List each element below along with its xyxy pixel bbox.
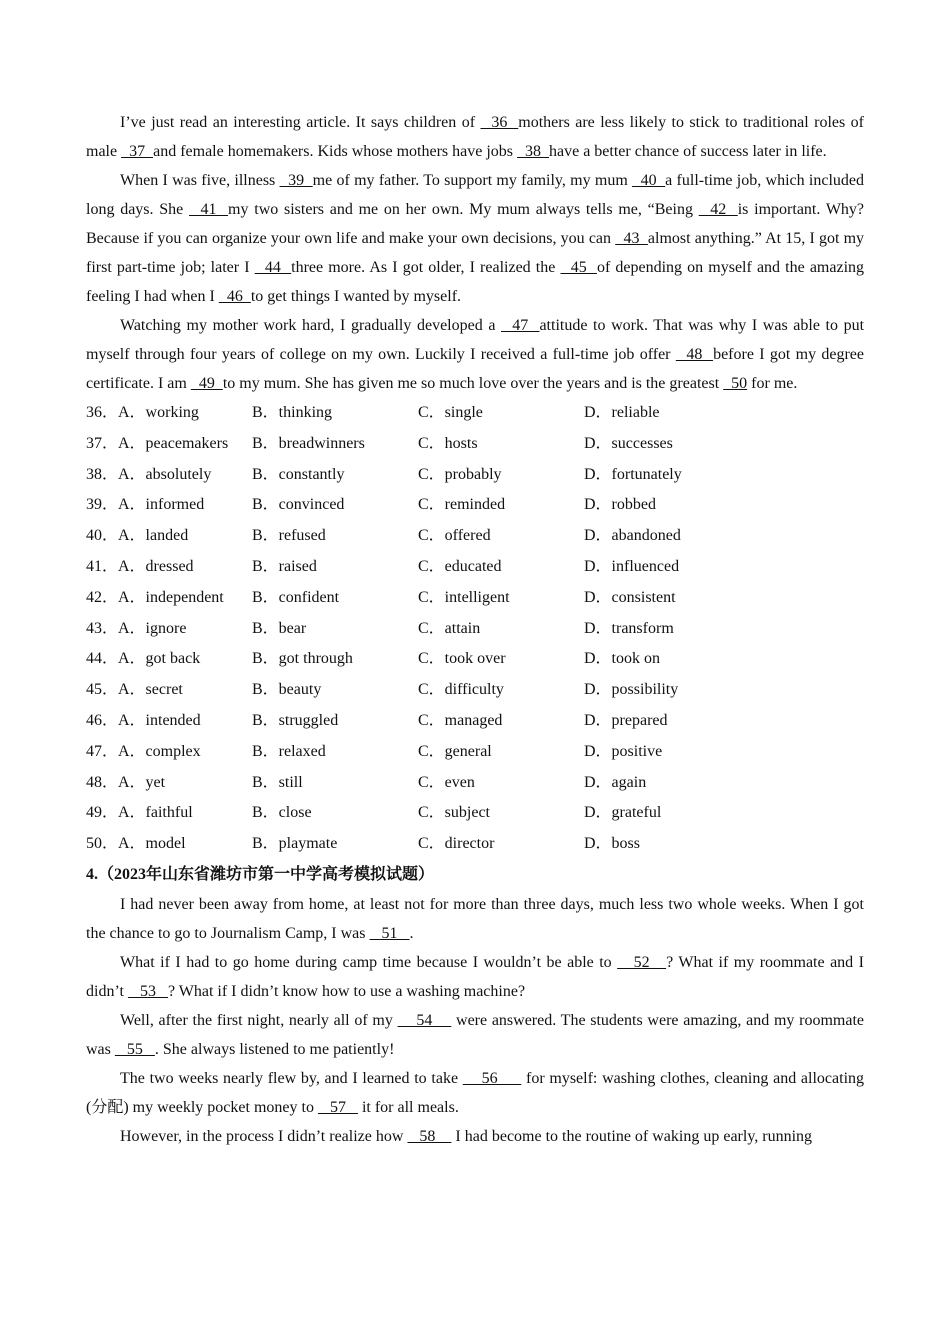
option-d: D．grateful (584, 804, 662, 822)
option-b: B．struggled (252, 711, 339, 729)
option-c: C．attain (418, 619, 481, 637)
question-number: 43． (86, 619, 119, 637)
blank: 47 (501, 317, 540, 334)
option-c: C．educated (418, 557, 502, 575)
option-c: C．managed (418, 711, 503, 729)
option-row (86, 644, 864, 675)
text-run: I had never been away from home, at least not for more than three days, much less two whole weeks. When I got the chance to go to Journalism Camp, I was (86, 895, 864, 942)
option-a: A．complex (118, 742, 201, 760)
text-run: before I got my degree certificate. I am (86, 346, 865, 392)
text-run: to my mum. She has given me so much love over the years and is the greatest (222, 375, 724, 392)
option-c: C．probably (418, 465, 502, 483)
option-d: D．transform (584, 619, 674, 637)
option-row (86, 675, 864, 706)
passage-question-4 (86, 890, 864, 1151)
text-run: I’ve just read an interesting article. It says children of (120, 114, 481, 131)
text-run: Well, after the first night, nearly all of my (120, 1011, 398, 1029)
blank: 51 (369, 924, 410, 942)
option-row (86, 460, 864, 491)
question-number: 45． (86, 681, 119, 699)
text-run: However, in the process I didn’t realize how (120, 1127, 408, 1145)
question-number: 41． (86, 557, 119, 575)
blank: 48 (675, 346, 714, 363)
text-run: a full-time job, which included long days. She (86, 172, 865, 218)
blank: 39 (279, 172, 313, 189)
question-4-heading: 4.（2023年山东省潍坊市第一中学高考模拟试题） (86, 865, 435, 883)
option-b: B．relaxed (252, 742, 326, 760)
blank: 42 (698, 201, 738, 218)
question-number: 47． (86, 742, 119, 760)
option-d: D．influenced (584, 557, 680, 575)
option-a: A．peacemakers (118, 434, 229, 452)
option-row (86, 398, 864, 429)
option-b: B．confident (252, 588, 340, 606)
blank: 49 (190, 375, 223, 392)
paragraph (86, 1122, 864, 1151)
option-d: D．reliable (584, 404, 660, 421)
option-row (86, 614, 864, 645)
blank: 44 (254, 259, 292, 276)
option-a: A．dressed (118, 557, 194, 575)
text-run: The two weeks nearly flew by, and I learned to take (120, 1069, 463, 1087)
text-run: for me. (747, 375, 798, 392)
option-c: C．even (418, 773, 475, 791)
question-number: 39． (86, 496, 119, 514)
question-number: 36． (86, 404, 119, 421)
blank: 38 (517, 143, 549, 160)
option-b: B．playmate (252, 835, 338, 853)
option-a: A．yet (118, 773, 166, 791)
option-row (86, 490, 864, 521)
text-run: ? What if my roommate and I didn’t (86, 953, 864, 1000)
paragraph (86, 1064, 864, 1122)
option-c: C．intelligent (418, 588, 510, 606)
option-b: B．raised (252, 557, 317, 575)
option-b: B．convinced (252, 496, 345, 514)
option-b: B．close (252, 804, 312, 822)
option-d: D．abandoned (584, 527, 681, 545)
option-a: A．faithful (118, 804, 193, 822)
option-b: B．breadwinners (252, 434, 365, 452)
question-number: 37． (86, 434, 119, 452)
question-number: 50． (86, 835, 119, 853)
blank: 56 (462, 1069, 522, 1087)
option-a: A．informed (118, 496, 205, 514)
paragraph (86, 108, 864, 166)
option-b: B．got through (252, 650, 353, 668)
text-run: have a better chance of success later in life. (549, 143, 827, 160)
option-row (86, 429, 864, 460)
option-d: D．prepared (584, 711, 668, 729)
option-c: C．director (418, 835, 495, 853)
option-c: C．offered (418, 527, 491, 545)
option-row (86, 737, 864, 768)
option-c: C．hosts (418, 434, 478, 452)
option-c: C．difficulty (418, 681, 504, 699)
paragraph (86, 311, 864, 398)
option-b: B．refused (252, 527, 326, 545)
text-run: were answered. The students were amazing, and my roommate was (86, 1011, 864, 1058)
text-run: When I was five, illness (120, 172, 280, 189)
blank: 37 (121, 143, 154, 160)
option-row (86, 768, 864, 799)
text-run: me of my father. To support my family, my mum (312, 172, 633, 189)
blank: 40 (632, 172, 666, 189)
option-c: C．subject (418, 804, 490, 822)
option-row (86, 521, 864, 552)
option-d: D．positive (584, 742, 663, 760)
option-b: B．constantly (252, 465, 345, 483)
option-a: A．working (118, 404, 199, 421)
blank: 52 (617, 953, 667, 971)
option-c: C．single (418, 404, 483, 421)
text-run: . (409, 924, 414, 942)
text-run: three more. As I got older, I realized the (291, 259, 561, 276)
blank: 36 (480, 114, 519, 131)
option-d: D．took on (584, 650, 661, 668)
question-number: 40． (86, 527, 119, 545)
option-c: C．reminded (418, 496, 506, 514)
blank: 41 (189, 201, 229, 218)
paragraph (86, 166, 864, 311)
blank: 50 (723, 375, 748, 392)
blank: 46 (218, 288, 251, 305)
text-run: my two sisters and me on her own. My mum always tells me, “Being (228, 201, 699, 218)
question-number: 38． (86, 465, 119, 483)
option-a: A．got back (118, 650, 201, 668)
option-a: A．independent (118, 588, 224, 606)
text-run: to get things I wanted by myself. (250, 288, 462, 305)
text-run: I had become to the routine of waking up early, running (451, 1127, 813, 1145)
text-run: for myself: washing clothes, cleaning and allocating (分配) my weekly pocket money to (86, 1069, 865, 1116)
blank: 57 (317, 1098, 358, 1116)
options-list (86, 398, 864, 860)
option-d: D．fortunately (584, 465, 682, 483)
paragraph (86, 948, 864, 1006)
blank: 45 (560, 259, 597, 276)
paragraph (86, 890, 864, 948)
text-run: almost anything.” At 15, I got my first part-time job; later I (86, 230, 865, 276)
option-a: A．intended (118, 711, 201, 729)
text-run: . She always listened to me patiently! (154, 1040, 395, 1058)
text-run: mothers are less likely to stick to traditional roles of male (86, 114, 865, 160)
option-d: D．consistent (584, 588, 676, 606)
blank: 54 (397, 1011, 452, 1029)
option-a: A．landed (118, 527, 189, 545)
question-number: 49． (86, 804, 119, 822)
option-b: B．bear (252, 619, 307, 637)
option-b: B．beauty (252, 681, 322, 699)
option-a: A．absolutely (118, 465, 212, 483)
blank: 55 (114, 1040, 155, 1058)
option-b: B．thinking (252, 404, 333, 421)
text-run: ? What if I didn’t know how to use a washing machine? (167, 982, 526, 1000)
question-number: 48． (86, 773, 119, 791)
question-number: 44． (86, 650, 119, 668)
option-row (86, 706, 864, 737)
document-page (86, 108, 864, 1151)
option-a: A．model (118, 835, 186, 853)
text-run: it for all meals. (357, 1098, 459, 1116)
option-d: D．successes (584, 434, 673, 452)
option-c: C．took over (418, 650, 506, 668)
text-run: What if I had to go home during camp time because I wouldn’t be able to (120, 953, 618, 971)
option-c: C．general (418, 742, 492, 760)
text-run: is important. Why? Because if you can organize your own life and make your own decisions, you can (86, 201, 865, 247)
option-row (86, 829, 864, 860)
option-d: D．possibility (584, 681, 679, 699)
option-a: A．ignore (118, 619, 187, 637)
paragraph (86, 1006, 864, 1064)
text-run: of depending on myself and the amazing feeling I had when I (86, 259, 865, 305)
option-d: D．boss (584, 835, 641, 853)
option-d: D．robbed (584, 496, 656, 514)
blank: 43 (615, 230, 648, 247)
option-row (86, 583, 864, 614)
question-number: 46． (86, 711, 119, 729)
option-row (86, 798, 864, 829)
text-run: attitude to work. That was why I was able to put myself through four years of college on my own. Luckily I received a full-time job offer (86, 317, 865, 363)
option-d: D．again (584, 773, 647, 791)
blank: 58 (407, 1127, 452, 1145)
question-number: 42． (86, 588, 119, 606)
option-a: A．secret (118, 681, 183, 699)
option-b: B．still (252, 773, 303, 791)
blank: 53 (127, 982, 168, 1000)
text-run: Watching my mother work hard, I gradually developed a (120, 317, 502, 334)
passage-question-3 (86, 108, 864, 398)
option-row (86, 552, 864, 583)
text-run: and female homemakers. Kids whose mothers have jobs (153, 143, 517, 160)
